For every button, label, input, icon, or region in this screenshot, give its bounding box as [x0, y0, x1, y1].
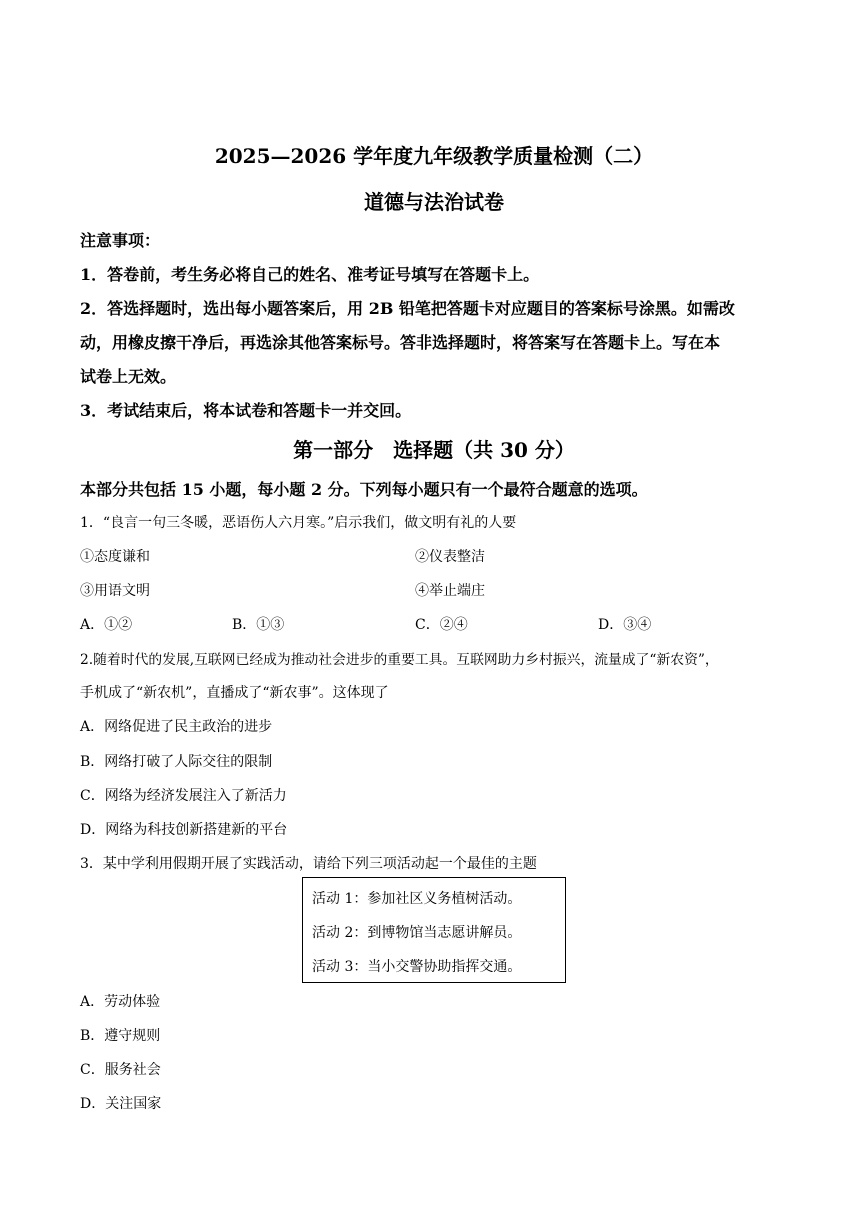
q2-stem-line-1: 2.随着时代的发展,互联网已经成为推动社会进步的重要工具。互联网助力乡村振兴，流量成了“新农资”，: [80, 652, 719, 668]
q3-option-c: C．服务社会: [80, 1062, 161, 1078]
section-instruction: 本部分共包括 15 小题，每小题 2 分。下列每小题只有一个最符合题意的选项。: [80, 480, 648, 499]
q1-option-d: D．③④: [598, 617, 652, 633]
q2-stem-line-2: 手机成了“新农机”，直播成了“新农事”。这体现了: [80, 685, 389, 701]
note-item-3: 3．考试结束后，将本试卷和答题卡一并交回。: [80, 401, 412, 420]
q2-option-d: D．网络为科技创新搭建新的平台: [80, 822, 288, 838]
exam-subject: 道德与法治试卷: [364, 190, 504, 214]
q1-option-a: A．①②: [80, 617, 133, 633]
q2-option-c: C．网络为经济发展注入了新活力: [80, 788, 287, 804]
q3-activity-box: [302, 877, 566, 983]
q1-stem: 1．“良言一句三冬暖，恶语伤人六月寒。”启示我们，做文明有礼的人要: [80, 515, 517, 531]
note-item-1: 1．答卷前，考生务必将自己的姓名、准考证号填写在答题卡上。: [80, 265, 540, 284]
notes-heading: 注意事项：: [80, 231, 161, 250]
q3-activity-1: 活动 1：参加社区义务植树活动。: [312, 891, 522, 907]
q3-activity-2: 活动 2：到博物馆当志愿讲解员。: [312, 925, 522, 941]
q2-option-a: A．网络促进了民主政治的进步: [80, 719, 273, 735]
q1-item-1: ①态度谦和: [80, 549, 150, 565]
note-item-2-cont: 动，用橡皮擦干净后，再选涂其他答案标号。答非选择题时，将答案写在答题卡上。写在本: [80, 333, 721, 352]
q3-option-d: D．关注国家: [80, 1096, 162, 1112]
q2-option-b: B．网络打破了人际交往的限制: [80, 754, 273, 770]
q1-item-3: ③用语文明: [80, 583, 150, 599]
note-item-2-end: 试卷上无效。: [80, 367, 177, 386]
q3-option-a: A．劳动体验: [80, 994, 161, 1010]
q1-option-b: B．①③: [232, 617, 285, 633]
q1-item-4: ④举止端庄: [415, 583, 485, 599]
q3-activity-3: 活动 3：当小交警协助指挥交通。: [312, 959, 522, 975]
q1-item-2: ②仪表整洁: [415, 549, 485, 565]
section-title: 第一部分 选择题（共 30 分）: [293, 438, 575, 462]
q3-option-b: B．遵守规则: [80, 1028, 161, 1044]
q1-option-c: C．②④: [415, 617, 468, 633]
note-item-2: 2．答选择题时，选出每小题答案后，用 2B 铅笔把答题卡对应题目的答案标号涂黑。如需改: [80, 299, 735, 318]
q3-stem: 3．某中学利用假期开展了实践活动，请给下列三项活动起一个最佳的主题: [80, 856, 537, 872]
exam-title: 2025—2026 学年度九年级教学质量检测（二）: [214, 144, 654, 168]
